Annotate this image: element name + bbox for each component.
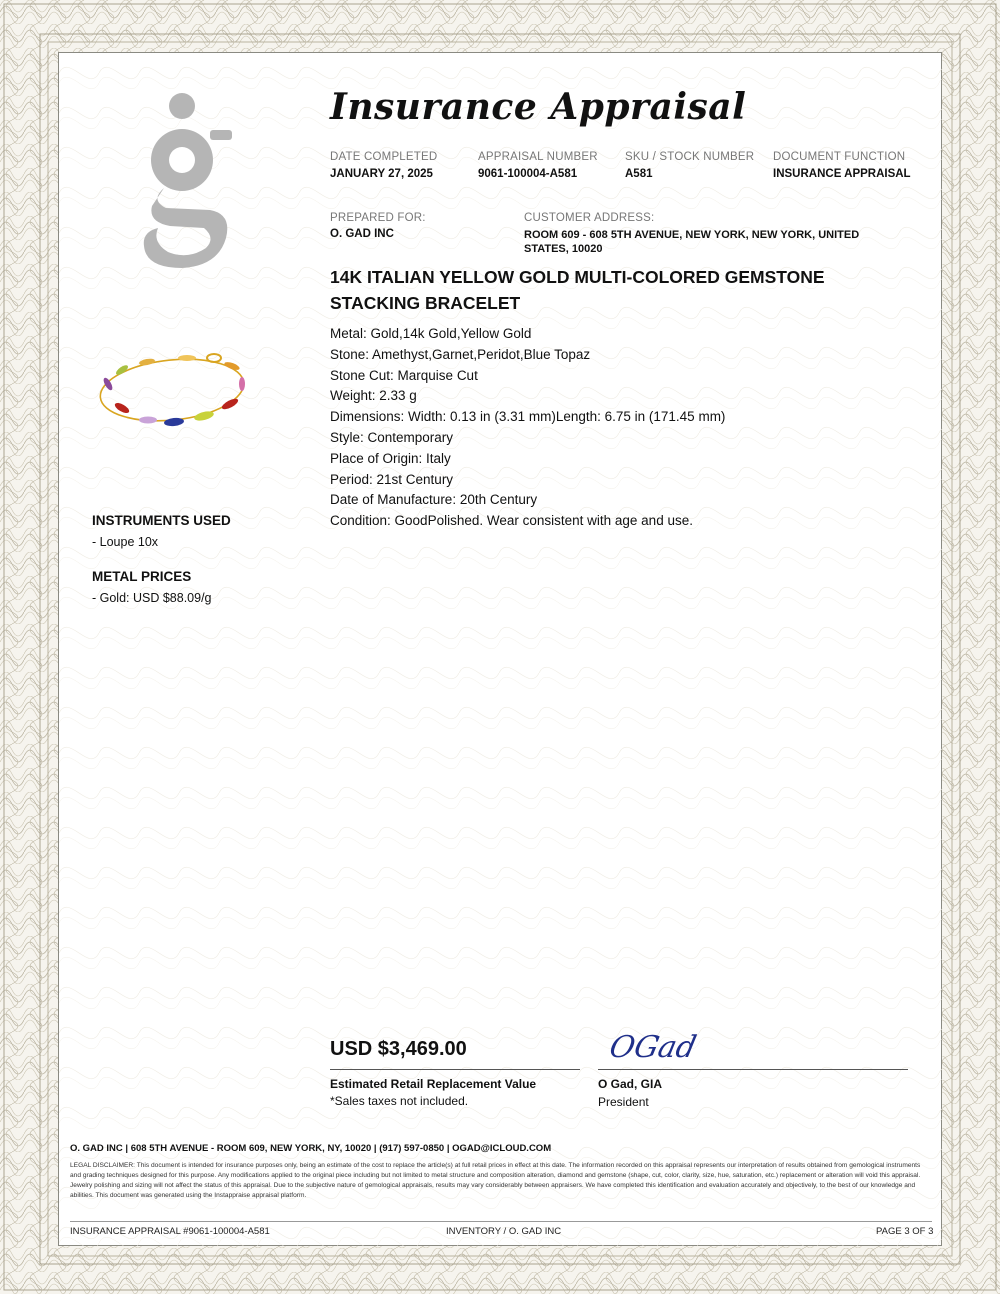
- detail-stone: Stone: Amethyst,Garnet,Peridot,Blue Topaz: [330, 346, 591, 362]
- valuation-rule: [330, 1069, 580, 1070]
- meta-label: DOCUMENT FUNCTION: [773, 151, 906, 163]
- footer-contact: O. GAD INC | 608 5TH AVENUE - ROOM 609, NEW YORK, NY, 10020 | (917) 597-0850 | OGAD@ICLOUD.COM: [70, 1143, 552, 1154]
- metal-prices-value: - Gold: USD $88.09/g: [92, 591, 212, 605]
- detail-metal: Metal: Gold,14k Gold,Yellow Gold: [330, 326, 532, 341]
- detail-condition: Condition: GoodPolished. Wear consistent with age and use.: [330, 513, 693, 529]
- meta-appraisal-number: [478, 151, 598, 180]
- prepared-for-value: O. GAD INC: [330, 228, 394, 240]
- bottom-center-label: INVENTORY / O. GAD INC: [446, 1226, 562, 1237]
- bottom-rule: [70, 1221, 932, 1222]
- customer-address: [524, 212, 894, 256]
- prepared-for-label: PREPARED FOR:: [330, 212, 426, 224]
- meta-value: A581: [625, 168, 653, 180]
- signature-rule: [598, 1069, 908, 1070]
- meta-date: [330, 151, 437, 180]
- bottom-left-label: INSURANCE APPRAISAL #9061-100004-A581: [70, 1226, 270, 1237]
- detail-weight: Weight: 2.33 g: [330, 388, 417, 404]
- instruments-heading: INSTRUMENTS USED: [92, 513, 231, 528]
- meta-sku: [625, 151, 754, 180]
- signature-image: OGad: [606, 1030, 700, 1065]
- valuation-label: Estimated Retail Replacement Value: [330, 1077, 537, 1091]
- document-title: Insurance Appraisal: [330, 86, 747, 128]
- meta-value: 9061-100004-A581: [478, 168, 578, 180]
- item-heading: 14K ITALIAN YELLOW GOLD MULTI-COLORED GEMSTONE STACKING BRACELET: [330, 267, 825, 313]
- signature-role: President: [598, 1095, 649, 1109]
- detail-manufacture: Date of Manufacture: 20th Century: [330, 492, 538, 508]
- customer-address-value: ROOM 609 - 608 5TH AVENUE, NEW YORK, NEW YORK, UNITED STATES, 10020: [524, 229, 860, 255]
- detail-stone-cut: Stone Cut: Marquise Cut: [330, 367, 478, 383]
- meta-value: JANUARY 27, 2025: [330, 168, 433, 180]
- page-number: PAGE 3 OF 3: [876, 1226, 934, 1237]
- metal-prices-heading: METAL PRICES: [92, 569, 192, 584]
- instruments-value: - Loupe 10x: [92, 535, 159, 549]
- item-details: [330, 324, 725, 532]
- meta-label: SKU / STOCK NUMBER: [625, 151, 755, 163]
- legal-disclaimer: LEGAL DISCLAIMER: This document is intended for insurance purposes only, being an estimate of the cost to replace the article(s) at full retail prices in effect at this date. The information recorded on this appraisal represents our interpretation of results obtained from gemological instruments and grading techniques designed for this purpose. Any modifications applied to the original piece including but not limited to metal structure and composition alteration, diamond and gemstone (shape, cut, color, clarity, size, hue, saturation, etc.) replacement or alteration will void this appraisal. Jewelry polishing and sizing will not affect the status of this appraisal. Due to the subjective nature of gemological appraisals, results may vary considerably between appraisers. We have completed this identification and evaluation accurately and objectively, to the best of our knowledge and abilities. This document was generated using the Instappraise appraisal platform.: [70, 1162, 921, 1199]
- customer-address-label: CUSTOMER ADDRESS:: [524, 212, 655, 224]
- detail-origin: Place of Origin: Italy: [330, 450, 451, 466]
- meta-label: APPRAISAL NUMBER: [478, 151, 598, 163]
- meta-document-function: [773, 151, 911, 180]
- prepared-for: [330, 212, 426, 240]
- meta-value: INSURANCE APPRAISAL: [773, 168, 911, 180]
- logo-icon: [140, 92, 236, 272]
- valuation-price: USD $3,469.00: [330, 1038, 467, 1060]
- bracelet-image: [92, 340, 292, 440]
- detail-period: Period: 21st Century: [330, 471, 454, 487]
- detail-style: Style: Contemporary: [330, 429, 454, 445]
- signature-name: O Gad, GIA: [598, 1077, 663, 1091]
- meta-label: DATE COMPLETED: [330, 151, 438, 163]
- detail-dimensions: Dimensions: Width: 0.13 in (3.31 mm)Length: 6.75 in (171.45 mm): [330, 409, 726, 425]
- valuation-note: *Sales taxes not included.: [330, 1094, 469, 1108]
